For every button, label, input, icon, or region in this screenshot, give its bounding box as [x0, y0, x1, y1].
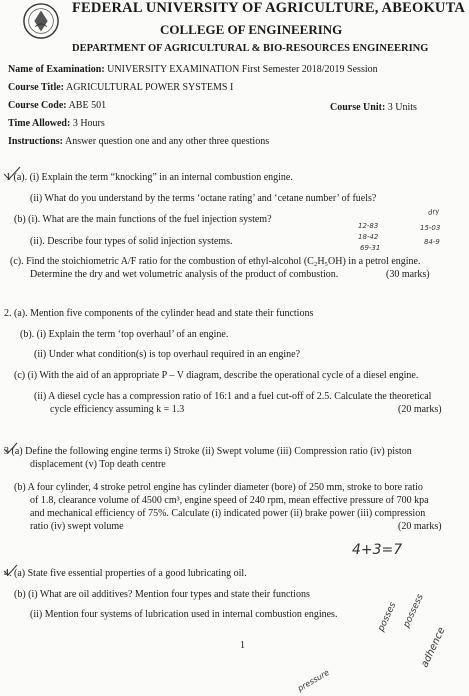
tick-mark-q4 [2, 562, 20, 578]
q3-marks: (20 marks) [398, 521, 442, 532]
handwritten-note-3: 69-31 [360, 244, 381, 252]
handwritten-word-3: adhence [419, 625, 448, 670]
handwritten-word-2: possess [401, 592, 426, 630]
course-unit-label: Course Unit: [330, 102, 386, 113]
q2-b-i: (b). (i) Explain the term ‘top overhaul’ of an engine. [20, 329, 229, 340]
q4-a: 4. (a) State five essential properties of a good lubricating oil. [4, 568, 247, 579]
q2-b-ii: (ii) Under what condition(s) is top overhaul required in an engine? [34, 349, 301, 360]
page-number: 1 [240, 640, 245, 651]
course-code-line [8, 100, 106, 111]
handwritten-note-6: 84-9 [424, 238, 440, 246]
tick-mark-q1 [2, 164, 24, 182]
q1-a-ii: (ii) What do you understand by the terms ‘octane rating’ and ‘cetane number’ of fuels? [30, 193, 377, 204]
handwritten-word-1: posses [376, 600, 399, 634]
course-title-label: Course Title: [8, 82, 65, 93]
q2-c-ii-cont: cycle efficiency assuming k = 1.3 [50, 404, 185, 415]
q1-a-i: 1 (a). (i) Explain the term “knocking” in an internal combustion engine. [6, 172, 293, 183]
q1-b-i: (b) (i). What are the main functions of the fuel injection system? [14, 214, 272, 225]
q3-b-2: of 1.8, clearance volume of 4500 cm³, engine speed of 240 rpm, mean effective pressure of 700 kpa [30, 495, 429, 506]
university-name: FEDERAL UNIVERSITY OF AGRICULTURE, ABEOKUTA [72, 0, 466, 16]
course-unit-line [330, 102, 417, 113]
q1-marks: (30 marks) [386, 269, 430, 280]
college-name: COLLEGE OF ENGINEERING [160, 22, 343, 37]
instructions-line [8, 136, 269, 147]
exam-value: UNIVERSITY EXAMINATION First Semester 2018/2019 Session [107, 64, 378, 75]
exam-label: Name of Examination: [8, 64, 105, 75]
q1-c-1: (c). Find the stoichiometric A/F ratio for the combustion of ethyl-alcohol (C₂H₅OH) in a petrol engine. [10, 256, 421, 267]
course-code-label: Course Code: [8, 100, 67, 111]
course-unit-value: 3 Units [387, 102, 417, 113]
handwritten-note-1: 12-83 [358, 222, 379, 230]
time-line [8, 118, 105, 129]
handwritten-sum: 4+3=7 [352, 542, 403, 558]
exam-line [8, 64, 378, 75]
handwritten-word-4: pressure [296, 667, 331, 694]
handwritten-note-4: dry [427, 207, 441, 217]
university-logo [22, 2, 60, 40]
q1-b-ii: (ii). Describe four types of solid injection systems. [30, 236, 233, 247]
tick-mark-q3 [2, 440, 20, 456]
instructions-value: Answer question one and any other three questions [64, 136, 270, 147]
q3-b-3: and mechanical efficiency of 75%. Calculate (i) indicated power (ii) brake power (iii) compression [30, 508, 426, 519]
q2-c-ii: (ii) A diesel cycle has a compression ratio of 16:1 and a fuel cut-off of 2.5. Calculate the theoretical [34, 391, 432, 402]
instructions-label: Instructions: [8, 136, 64, 147]
q4-b-i: (b) (i) What are oil additives? Mention four types and state their functions [14, 589, 310, 600]
q3-b-4: ratio (iv) swept volume [30, 521, 124, 532]
q3-a-2: displacement (v) Top death centre [30, 459, 166, 470]
time-label: Time Allowed: [8, 118, 71, 129]
course-code-value: ABE 501 [68, 100, 107, 111]
handwritten-note-2: 18-42 [358, 233, 379, 241]
course-title-line [8, 82, 233, 93]
handwritten-note-5: 15-03 [420, 224, 441, 232]
q4-b-ii: (ii) Mention four systems of lubrication used in internal combustion engines. [30, 609, 338, 620]
q2-c-i: (c) (i) With the aid of an appropriate P – V diagram, describe the operational cycle of a diesel engine. [14, 370, 419, 381]
q3-a-1: 3 (a) Define the following engine terms i) Stroke (ii) Swept volume (iii) Compression ratio (iv) piston [4, 446, 412, 457]
q2-a: 2. (a). Mention five components of the cylinder head and state their functions [4, 308, 314, 319]
q1-c-2: Determine the dry and wet volumetric analysis of the product of combustion. [30, 269, 339, 280]
q3-b-1: (b) A four cylinder, 4 stroke petrol engine has cylinder diameter (bore) of 250 mm, stroke to bore ratio [14, 482, 423, 493]
department-name: DEPARTMENT OF AGRICULTURAL & BIO-RESOURCES ENGINEERING [72, 43, 429, 54]
time-value: 3 Hours [72, 118, 105, 129]
course-title-value: AGRICULTURAL POWER SYSTEMS I [65, 82, 234, 93]
q2-marks: (20 marks) [398, 404, 442, 415]
